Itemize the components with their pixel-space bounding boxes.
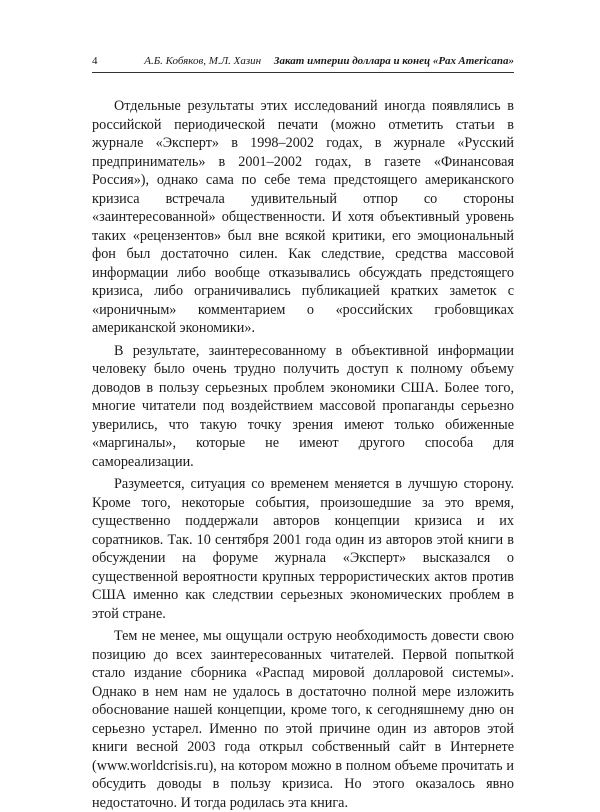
paragraph: Отдельные результаты этих исследований иногда появлялись в российской периодической печати (можно отметить статьи в журнале «Эксперт» в 1998–2002 годах, в журнале «Русский предприниматель» в 2001–2002 годах, в газете «Финансовая Россия»), однако сама по себе тема предстоящего американского кризиса встречала удивительный отпор со стороны «заинтересованной» общественности. И хотя объективный уровень таких «рецензентов» был вне всякой критики, его эмоциональный фон был достаточно силен. Как следствие, средства массовой информации либо вообще отказывались обсуждать предстоящего кризиса, либо ограничивались публикацией кратких заметок с «ироничным» комментарием о «российских гробовщиках американской экономики». [92, 98, 514, 336]
running-head-authors: А.Б. Кобяков, М.Л. Хазин [144, 55, 262, 67]
paragraph: В результате, заинтересованному в объективной информации человеку было очень трудно получить доступ к полному объему доводов в пользу серьезных проблем экономики США. Более того, многие читатели под воздействием массовой пропаганды серьезно уверились, что такую точку зрения имеют только обиженные «маргиналы», которые не имеют другого способа для самореализации. [92, 342, 514, 470]
running-head [92, 52, 514, 73]
page-number: 4 [92, 55, 98, 67]
running-head-book-title: Закат империи доллара и конец «Pax Americana» [273, 55, 514, 67]
running-title [144, 52, 514, 70]
paragraph: Разумеется, ситуация со временем меняется в лучшую сторону. Кроме того, некоторые события, произошедшие за это время, существенно поддержали авторов концепции кризиса и их соратников. Так. 10 сентября 2001 года один из авторов этой книги в обсуждении на форуме журнала «Эксперт» высказался о существенной вероятности крупных террористических актов против США именно как следствии серьезных экономических проблем в этой стране. [92, 476, 514, 622]
paragraph: Тем не менее, мы ощущали острую необходимость довести свою позицию до всех заинтересованных читателей. Первой попыткой стало издание сборника «Распад мировой долларовой системы». Однако в нем нам не удалось в достаточно полной мере изложить обоснование нашей концепции, кроме того, к сегодняшнему дню он серьезно устарел. Именно по этой причине один из авторов этой книги весной 2003 года открыл собственный сайт в Интернете (www.worldcrisis.ru), на котором можно в полном объеме прочитать и обсудить доводы в пользу кризиса. Но этого оказалось явно недостаточно. И тогда родилась эта книга. [92, 628, 514, 811]
body-text [92, 97, 514, 812]
